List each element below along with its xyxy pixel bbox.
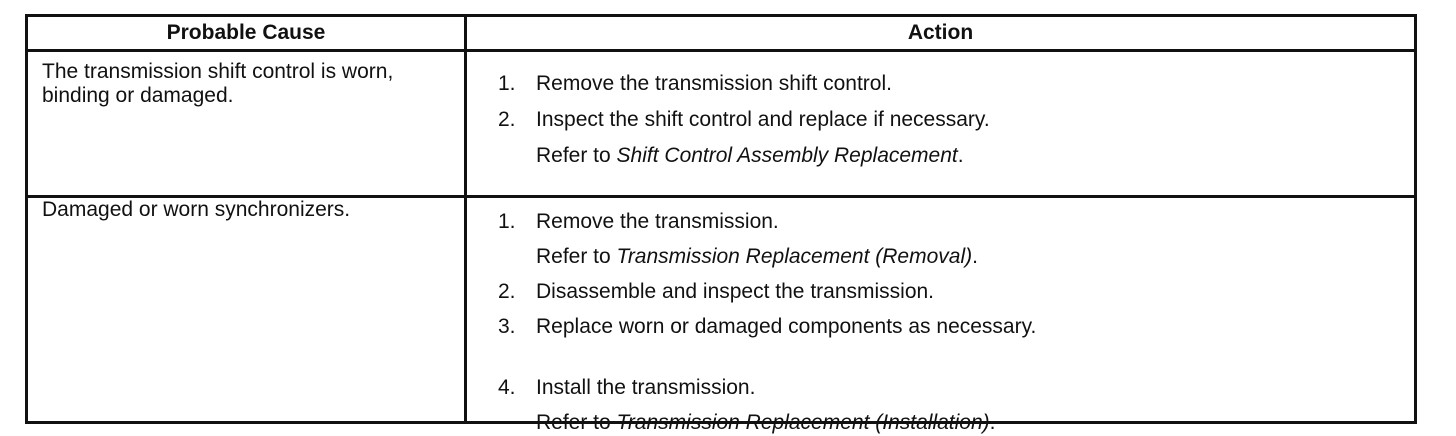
action-step — [498, 280, 934, 304]
action-step — [498, 315, 1036, 339]
action-step — [498, 376, 755, 400]
header-probable-cause: Probable Cause — [166, 21, 326, 44]
reference-title: Shift Control Assembly Replacement — [616, 144, 958, 167]
reference-line — [536, 144, 964, 168]
step-text: Inspect the shift control and replace if necessary. — [536, 108, 990, 131]
step-text: Install the transmission. — [536, 376, 756, 399]
reference-title: Transmission Replacement (Installation) — [616, 411, 990, 434]
reference-title: Transmission Replacement (Removal) — [616, 245, 973, 268]
table-header-row — [28, 17, 1414, 52]
step-text: Remove the transmission shift control. — [536, 72, 892, 95]
reference-suffix: . — [957, 144, 964, 167]
reference-suffix: . — [989, 411, 996, 434]
reference-prefix: Refer to — [536, 411, 611, 434]
probable-cause-text: The transmission shift control is worn, binding or damaged. — [42, 60, 394, 107]
header-action: Action — [907, 21, 974, 44]
troubleshooting-table — [25, 14, 1417, 434]
step-text: Disassemble and inspect the transmission. — [536, 280, 935, 303]
reference-line — [536, 411, 995, 435]
reference-prefix: Refer to — [536, 245, 611, 268]
reference-prefix: Refer to — [536, 144, 611, 167]
table-row — [28, 52, 1414, 198]
table-row — [28, 198, 1414, 434]
step-number: 3. — [498, 315, 516, 338]
step-number: 2. — [498, 108, 516, 131]
step-text: Replace worn or damaged components as necessary. — [536, 315, 1037, 338]
reference-line — [536, 245, 978, 269]
step-number: 1. — [498, 210, 516, 233]
action-step — [498, 72, 892, 96]
step-number: 1. — [498, 72, 516, 95]
step-text: Remove the transmission. — [536, 210, 779, 233]
step-number: 2. — [498, 280, 516, 303]
probable-cause-text: Damaged or worn synchronizers. — [42, 198, 351, 221]
action-step — [498, 210, 779, 234]
step-number: 4. — [498, 376, 516, 399]
reference-suffix: . — [972, 245, 978, 268]
action-step — [498, 108, 990, 132]
